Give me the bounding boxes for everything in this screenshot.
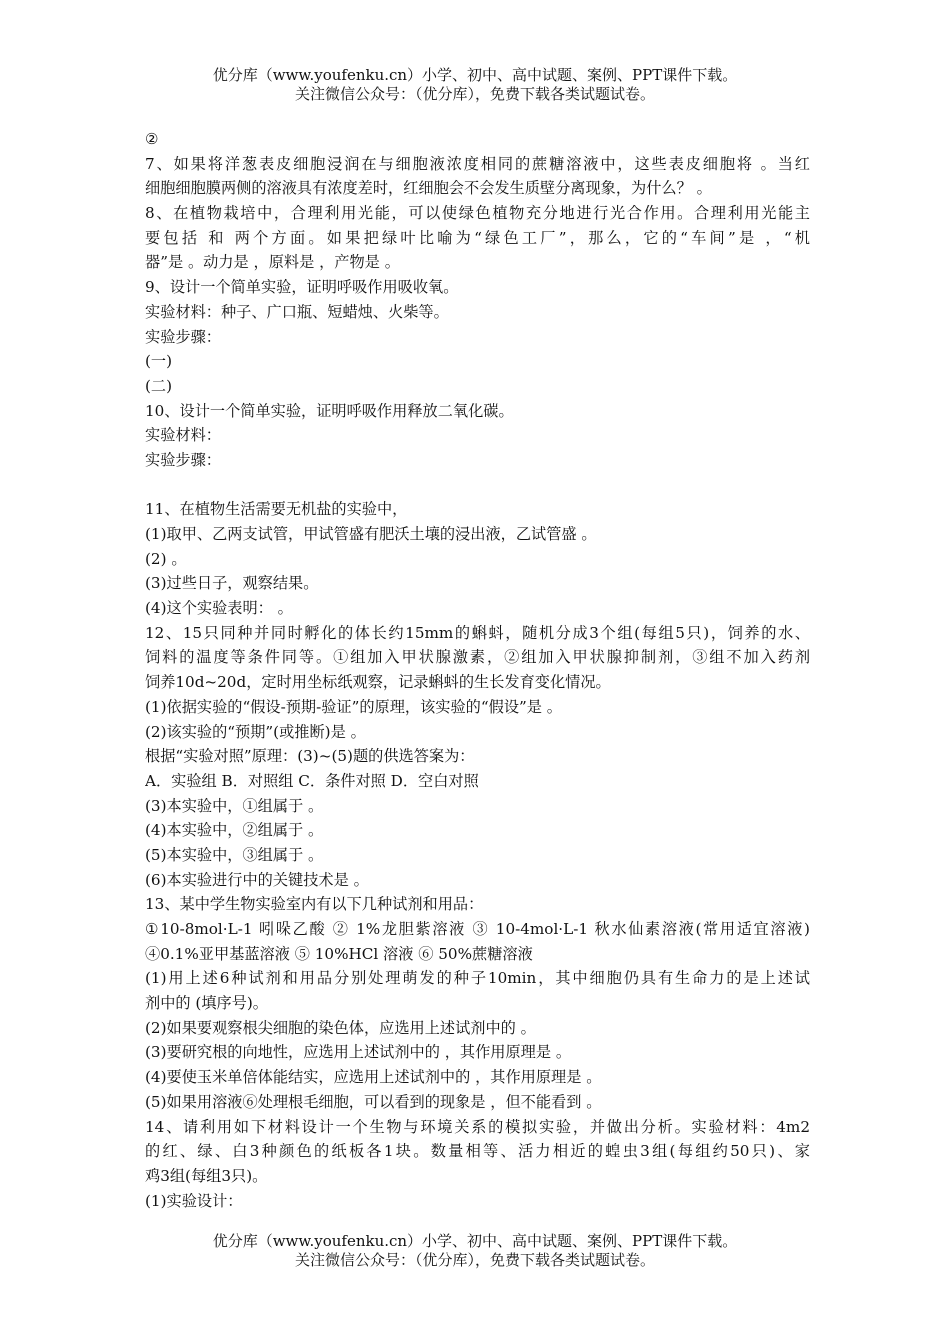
footer-line-1: 优分库（www.youfenku.cn）小学、初中、高中试题、案例、PPT课件下载。 xyxy=(212,1232,738,1250)
text-line: (5)如果用溶液⑥处理根毛细胞，可以看到的现象是 ，但不能看到 。 xyxy=(145,1092,602,1111)
text-line: (3)要研究根的向地性，应选用上述试剂中的 ，其作用原理是 。 xyxy=(145,1043,572,1062)
header-line-2: 关注微信公众号：（优分库），免费下载各类试题试卷。 xyxy=(294,85,655,103)
text-line: A．实验组 B．对照组 C．条件对照 D．空白对照 xyxy=(145,771,479,790)
text-line: 14、请利用如下材料设计一个生物与环境关系的模拟实验，并做出分析。实验材料：4m2 xyxy=(145,1117,810,1136)
text-line: (1)实验设计： xyxy=(145,1191,243,1210)
text-line: 饲料的温度等条件同等。①组加入甲状腺激素，②组加入甲状腺抑制剂，③组不加入药剂 xyxy=(145,648,810,667)
text-line: (4)要使玉米单倍体能结实，应选用上述试剂中的 ，其作用原理是 。 xyxy=(145,1068,602,1087)
text-line: 剂中的 (填序号)。 xyxy=(145,994,268,1013)
text-line: 细胞细胞膜两侧的溶液具有浓度差时，红细胞会不会发生质壁分离现象，为什么？ 。 xyxy=(145,179,712,198)
text-line: 13、某中学生物实验室内有以下几种试剂和用品： xyxy=(145,895,484,914)
text-line: ④0.1%亚甲基蓝溶液 ⑤ 10%HCl 溶液 ⑥ 50%蔗糖溶液 xyxy=(145,944,533,963)
text-line: 8、在植物栽培中，合理利用光能，可以使绿色植物充分地进行光合作用。合理利用光能主 xyxy=(145,204,810,223)
text-line: 9、设计一个简单实验，证明呼吸作用吸收氧。 xyxy=(145,278,459,297)
text-line: 7、如果将洋葱表皮细胞浸润在与细胞液浓度相同的蔗糖溶液中，这些表皮细胞将 。当红 xyxy=(145,154,810,173)
page-header xyxy=(0,66,950,104)
text-line: 10、设计一个简单实验，证明呼吸作用释放二氧化碳。 xyxy=(145,401,514,420)
text-line: 根据“实验对照”原理：(3)~(5)题的供选答案为： xyxy=(145,747,475,766)
text-line: (5)本实验中，③组属于 。 xyxy=(145,845,324,864)
text-line: ①10-8mol·L-1 吲哚乙酸 ② 1%龙胆紫溶液 ③ 10-4mol·L-1 秋水仙素溶液(常用适宜溶液) xyxy=(145,920,810,938)
text-line: 12、15只同种并同时孵化的体长约15mm的蝌蚪，随机分成3个组(每组5只)，饲养的水、 xyxy=(145,623,810,642)
text-line: 的红、绿、白3种颜色的纸板各1块。数量相等、活力相近的蝗虫3组(每组约50只)、家 xyxy=(145,1142,810,1161)
text-line: ② xyxy=(145,130,159,148)
text-line: 饲养10d~20d，定时用坐标纸观察，记录蝌蚪的生长发育变化情况。 xyxy=(145,673,611,692)
blank-line xyxy=(145,473,810,498)
text-line: (2)如果要观察根尖细胞的染色体，应选用上述试剂中的 。 xyxy=(145,1018,536,1037)
text-line: 要包括 和 两个方面。如果把绿叶比喻为“绿色工厂”，那么，它的“车间”是 ，“机 xyxy=(145,228,810,247)
text-line: 实验材料：种子、广口瓶、短蜡烛、火柴等。 xyxy=(145,302,449,321)
text-line: (1)用上述6种试剂和用品分别处理萌发的种子10min，其中细胞仍具有生命力的是上述试 xyxy=(145,969,810,988)
text-line: (4)这个实验表明： 。 xyxy=(145,599,293,618)
text-line: (3)本实验中，①组属于 。 xyxy=(145,796,324,815)
text-line: 实验材料： xyxy=(145,426,221,445)
header-line-1: 优分库（www.youfenku.cn）小学、初中、高中试题、案例、PPT课件下载。 xyxy=(212,66,738,84)
text-line: (二) xyxy=(145,376,173,395)
text-line: 11、在植物生活需要无机盐的实验中， xyxy=(145,500,408,519)
text-line: 实验步骤： xyxy=(145,327,221,346)
text-line: 器”是 。动力是 ，原料是 ，产物是 。 xyxy=(145,253,400,272)
text-line: (2)该实验的“预期”(或推断)是 。 xyxy=(145,722,366,741)
text-line: (1)依据实验的“假设-预期-验证”的原理，该实验的“假设”是 。 xyxy=(145,697,562,716)
text-line: (4)本实验中，②组属于 。 xyxy=(145,821,324,840)
page-footer xyxy=(0,1232,950,1270)
text-line: (6)本实验进行中的关键技术是 。 xyxy=(145,870,369,889)
text-line: (1)取甲、乙两支试管，甲试管盛有肥沃土壤的浸出液，乙试管盛 。 xyxy=(145,525,597,543)
footer-line-2: 关注微信公众号：（优分库），免费下载各类试题试卷。 xyxy=(294,1251,655,1269)
text-line: (2) 。 xyxy=(145,549,187,568)
text-line: (3)过些日子，观察结果。 xyxy=(145,574,319,593)
document-body xyxy=(145,127,810,1213)
text-line: 实验步骤： xyxy=(145,450,221,469)
text-line: 鸡3组(每组3只)。 xyxy=(145,1166,268,1185)
text-line: (一) xyxy=(145,352,173,371)
